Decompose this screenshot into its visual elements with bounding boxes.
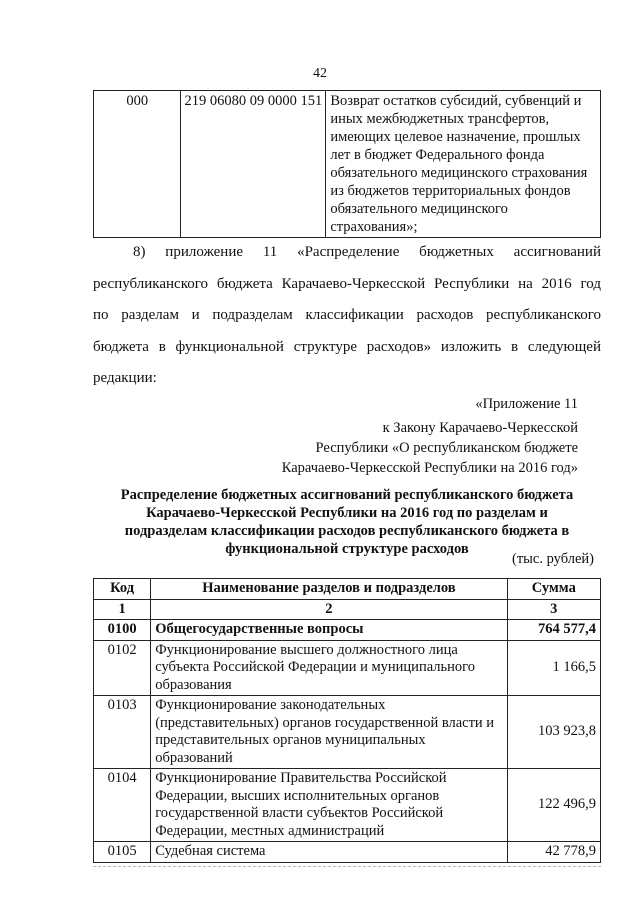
appendix-reference-line: Карачаево-Черкесской Республики на 2016 год» [281,460,578,476]
description-line: лет в бюджет Федерального фонда [330,147,545,163]
paragraph-line: 8) приложение 11 «Распределение бюджетных ассигнований [133,244,601,260]
paragraph-line: по разделам и подразделам классификации расходов республиканского [93,307,601,323]
row-name [151,769,507,842]
row-name-line: образования [155,676,232,693]
description-line: обязательного медицинского страхования [330,165,588,181]
row-name-line: субъекта Российской Федерации и муниципального [155,659,475,675]
appendix-title: «Приложение 11 [475,396,578,412]
row-name-line: государственной власти субъектов Российской [155,805,444,821]
row-name-line: Функционирование законодательных [155,697,386,713]
description-line: страхования»; [330,219,418,235]
row-sum: 42 778,9 [507,842,600,863]
row-name-line: Общегосударственные вопросы [155,621,364,637]
table-row [94,696,601,769]
description-line: иных межбюджетных трансфертов, [330,111,550,127]
row-name [151,620,507,641]
row-name-line: представительных органов муниципальных [155,732,426,748]
row-code: 0105 [94,842,151,863]
page-number: 42 [313,66,327,81]
row-name [151,842,507,863]
header-code: Код [94,579,151,600]
distribution-table [93,578,601,863]
description-line: Возврат остатков субсидий, субвенций и [330,93,582,109]
table-row [94,620,601,641]
description-line: из бюджетов территориальных фондов [330,183,571,199]
description-line: обязательного медицинского [330,201,508,217]
header-row [94,579,601,600]
row-name-line: образований [155,749,233,766]
distribution-title [93,486,601,558]
row-name-line: Функционирование Правительства Российской [155,770,447,786]
appendix-reference-line: Республики «О республиканском бюджете [315,440,578,456]
table-row [94,640,601,696]
row-code: 0104 [94,769,151,842]
paragraph-line: республиканского бюджета Карачаево-Черкесской Республики на 2016 год [93,275,601,292]
page-divider [93,866,601,867]
row-code: 0103 [94,696,151,769]
row-sum: 1 166,5 [507,640,600,696]
row-sum: 103 923,8 [507,696,600,769]
description-cell [326,91,601,238]
amendment-paragraph [93,237,601,395]
table-row [94,769,601,842]
description-line: имеющих целевое назначение, прошлых [330,129,581,145]
row-name-line: Судебная система [155,843,266,859]
header-sum: Сумма [507,579,600,600]
row-name-line: (представительных) органов государственной власти и [155,714,495,731]
appendix-reference [282,418,578,478]
paragraph-line: редакции: [93,370,157,386]
title-line: Карачаево-Черкесской Республики на 2016 год по разделам и [146,505,548,521]
row-name-line: Федерации, местных администраций [155,822,385,839]
paragraph-line: бюджета в функциональной структуре расходов» изложить в следующей [93,338,601,355]
row-name-line: Функционирование высшего должностного лица [155,641,458,658]
row-name [151,696,507,769]
code-cell: 000 [94,91,181,238]
header-name: Наименование разделов и подразделов [151,579,507,600]
title-line: подразделам классификации расходов республиканского бюджета в [124,523,570,539]
revenue-table [93,90,601,238]
appendix-reference-line: к Закону Карачаево-Черкесской [382,420,578,436]
row-sum: 122 496,9 [507,769,600,842]
table-row [94,842,601,863]
row-name [151,640,507,696]
title-line: Распределение бюджетных ассигнований республиканского бюджета [120,487,574,503]
table-row [94,91,601,238]
column-number: 1 [94,599,151,620]
column-number: 2 [151,599,507,620]
units-label: (тыс. рублей) [512,551,594,567]
column-number: 3 [507,599,600,620]
row-code: 0100 [94,620,151,641]
kbk-cell: 219 06080 09 0000 151 [181,91,326,238]
title-line: функциональной структуре расходов [225,541,469,557]
row-code: 0102 [94,640,151,696]
row-name-line: Федерации, высших исполнительных органов [155,787,440,804]
row-sum: 764 577,4 [507,620,600,641]
column-number-row [94,599,601,620]
